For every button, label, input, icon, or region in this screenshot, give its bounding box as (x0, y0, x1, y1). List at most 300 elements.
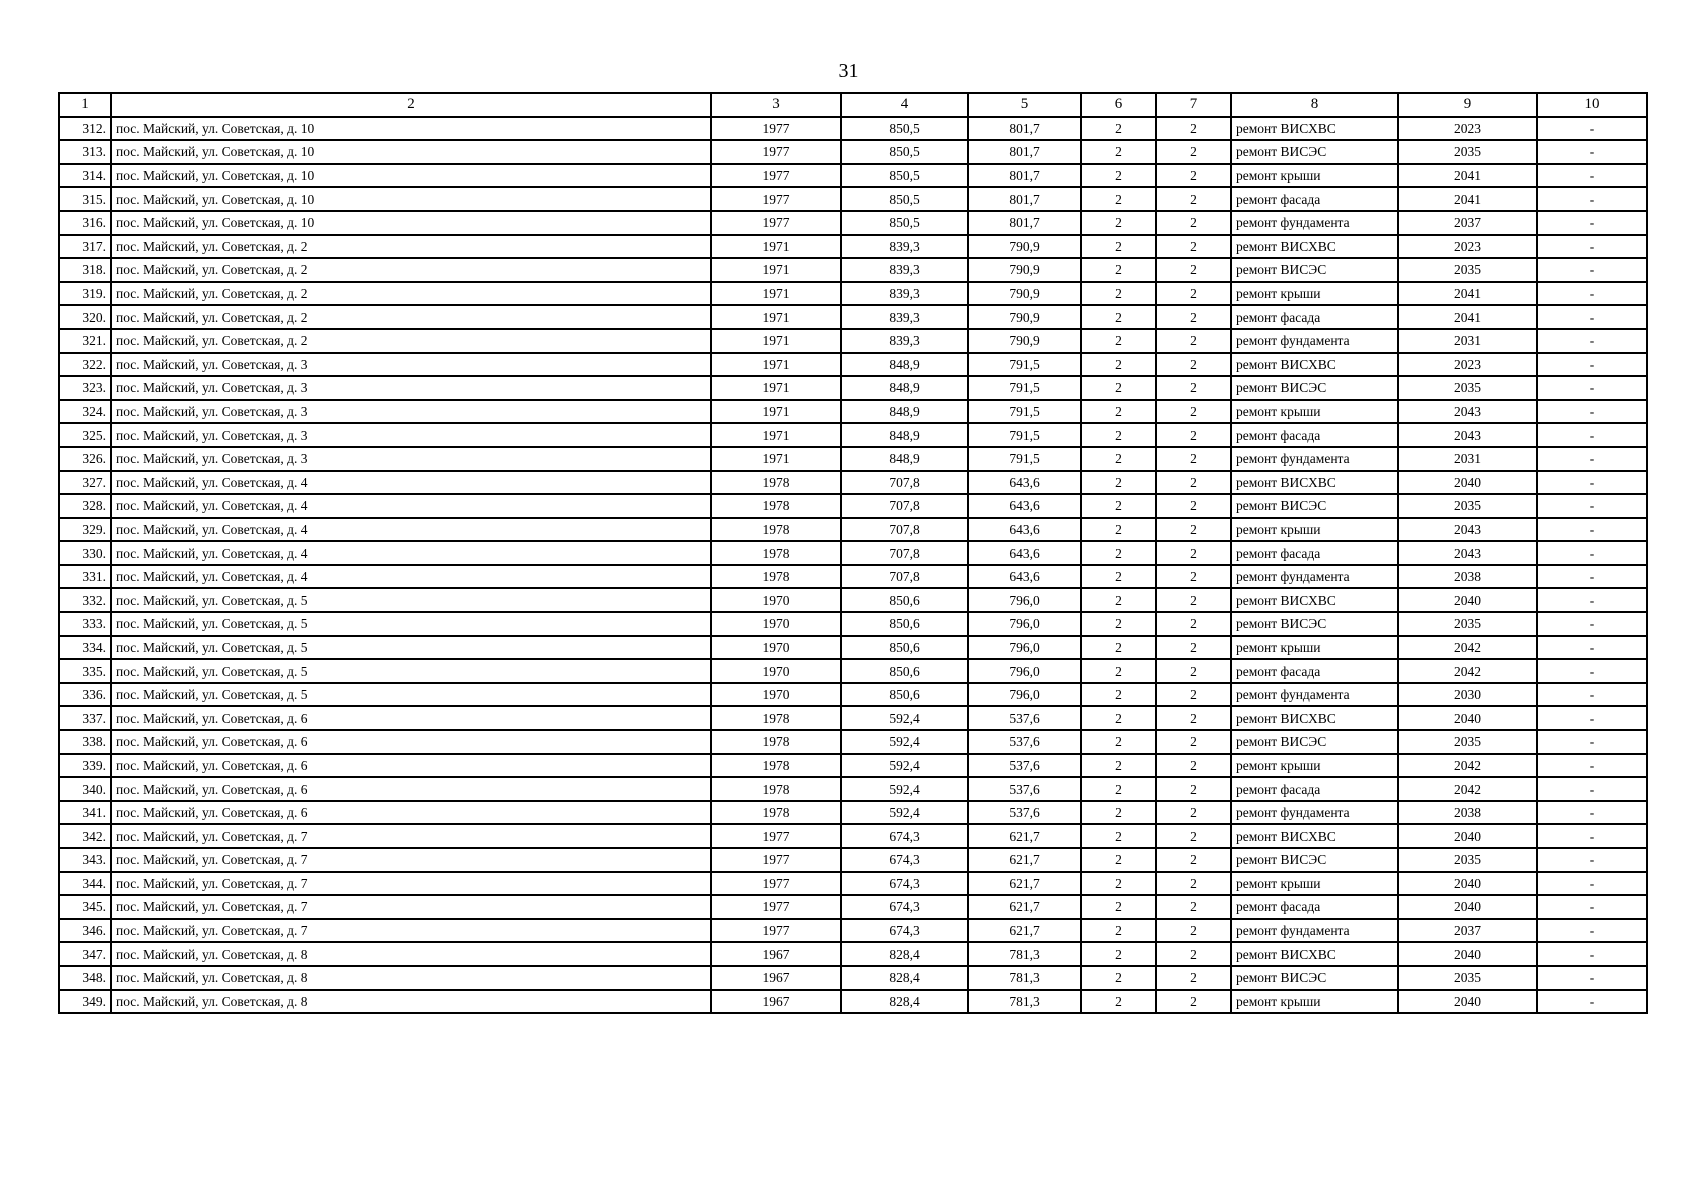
address-cell: пос. Майский, ул. Советская, д. 6 (111, 730, 711, 754)
living-area-cell: 796,0 (968, 636, 1081, 660)
address-cell: пос. Майский, ул. Советская, д. 3 (111, 353, 711, 377)
work-type-cell: ремонт ВИСХВС (1231, 588, 1398, 612)
build-year-cell: 1978 (711, 706, 841, 730)
row-number-cell: 349. (59, 990, 111, 1014)
planned-year-cell: 2042 (1398, 777, 1537, 801)
total-area-cell: 592,4 (841, 777, 968, 801)
entrances-cell: 2 (1156, 824, 1231, 848)
living-area-cell: 643,6 (968, 471, 1081, 495)
work-type-cell: ремонт ВИСЭС (1231, 376, 1398, 400)
entrances-cell: 2 (1156, 305, 1231, 329)
table-row (59, 140, 1647, 164)
living-area-cell: 537,6 (968, 730, 1081, 754)
address-cell: пос. Майский, ул. Советская, д. 2 (111, 235, 711, 259)
build-year-cell: 1977 (711, 164, 841, 188)
work-type-cell: ремонт крыши (1231, 282, 1398, 306)
note-cell: - (1537, 919, 1647, 943)
column-header: 6 (1081, 93, 1156, 117)
living-area-cell: 643,6 (968, 494, 1081, 518)
entrances-cell: 2 (1156, 329, 1231, 353)
address-cell: пос. Майский, ул. Советская, д. 7 (111, 848, 711, 872)
row-number-cell: 335. (59, 659, 111, 683)
planned-year-cell: 2042 (1398, 659, 1537, 683)
total-area-cell: 592,4 (841, 730, 968, 754)
note-cell: - (1537, 683, 1647, 707)
address-cell: пос. Майский, ул. Советская, д. 7 (111, 919, 711, 943)
work-type-cell: ремонт фундамента (1231, 801, 1398, 825)
total-area-cell: 674,3 (841, 872, 968, 896)
address-cell: пос. Майский, ул. Советская, д. 4 (111, 494, 711, 518)
build-year-cell: 1978 (711, 565, 841, 589)
address-cell: пос. Майский, ул. Советская, д. 5 (111, 612, 711, 636)
total-area-cell: 850,5 (841, 211, 968, 235)
build-year-cell: 1977 (711, 140, 841, 164)
total-area-cell: 828,4 (841, 990, 968, 1014)
build-year-cell: 1971 (711, 353, 841, 377)
table-row (59, 895, 1647, 919)
living-area-cell: 796,0 (968, 683, 1081, 707)
row-number-cell: 319. (59, 282, 111, 306)
table-row (59, 187, 1647, 211)
planned-year-cell: 2043 (1398, 400, 1537, 424)
floors-cell: 2 (1081, 258, 1156, 282)
note-cell: - (1537, 164, 1647, 188)
build-year-cell: 1967 (711, 942, 841, 966)
note-cell: - (1537, 636, 1647, 660)
table-row (59, 258, 1647, 282)
note-cell: - (1537, 872, 1647, 896)
entrances-cell: 2 (1156, 588, 1231, 612)
address-cell: пос. Майский, ул. Советская, д. 6 (111, 706, 711, 730)
address-cell: пос. Майский, ул. Советская, д. 5 (111, 588, 711, 612)
row-number-cell: 333. (59, 612, 111, 636)
build-year-cell: 1971 (711, 423, 841, 447)
planned-year-cell: 2035 (1398, 258, 1537, 282)
floors-cell: 2 (1081, 966, 1156, 990)
row-number-cell: 342. (59, 824, 111, 848)
planned-year-cell: 2023 (1398, 235, 1537, 259)
note-cell: - (1537, 258, 1647, 282)
total-area-cell: 848,9 (841, 423, 968, 447)
total-area-cell: 674,3 (841, 824, 968, 848)
row-number-cell: 316. (59, 211, 111, 235)
work-type-cell: ремонт фасада (1231, 305, 1398, 329)
floors-cell: 2 (1081, 471, 1156, 495)
floors-cell: 2 (1081, 754, 1156, 778)
living-area-cell: 621,7 (968, 919, 1081, 943)
entrances-cell: 2 (1156, 541, 1231, 565)
table-row (59, 329, 1647, 353)
floors-cell: 2 (1081, 211, 1156, 235)
living-area-cell: 801,7 (968, 211, 1081, 235)
row-number-cell: 312. (59, 117, 111, 141)
living-area-cell: 621,7 (968, 872, 1081, 896)
floors-cell: 2 (1081, 824, 1156, 848)
floors-cell: 2 (1081, 895, 1156, 919)
floors-cell: 2 (1081, 329, 1156, 353)
column-header: 1 (59, 93, 111, 117)
row-number-cell: 339. (59, 754, 111, 778)
address-cell: пос. Майский, ул. Советская, д. 4 (111, 518, 711, 542)
work-type-cell: ремонт ВИСХВС (1231, 706, 1398, 730)
table-row (59, 730, 1647, 754)
planned-year-cell: 2023 (1398, 353, 1537, 377)
total-area-cell: 828,4 (841, 942, 968, 966)
planned-year-cell: 2035 (1398, 376, 1537, 400)
build-year-cell: 1971 (711, 447, 841, 471)
build-year-cell: 1967 (711, 990, 841, 1014)
entrances-cell: 2 (1156, 942, 1231, 966)
address-cell: пос. Майский, ул. Советская, д. 3 (111, 423, 711, 447)
living-area-cell: 791,5 (968, 353, 1081, 377)
note-cell: - (1537, 541, 1647, 565)
living-area-cell: 790,9 (968, 305, 1081, 329)
planned-year-cell: 2042 (1398, 754, 1537, 778)
address-cell: пос. Майский, ул. Советская, д. 2 (111, 258, 711, 282)
address-cell: пос. Майский, ул. Советская, д. 6 (111, 801, 711, 825)
table-row (59, 659, 1647, 683)
entrances-cell: 2 (1156, 872, 1231, 896)
table-row (59, 636, 1647, 660)
row-number-cell: 341. (59, 801, 111, 825)
page-number: 31 (838, 60, 859, 82)
living-area-cell: 791,5 (968, 400, 1081, 424)
planned-year-cell: 2023 (1398, 117, 1537, 141)
planned-year-cell: 2041 (1398, 164, 1537, 188)
build-year-cell: 1978 (711, 754, 841, 778)
entrances-cell: 2 (1156, 353, 1231, 377)
build-year-cell: 1978 (711, 801, 841, 825)
note-cell: - (1537, 400, 1647, 424)
living-area-cell: 801,7 (968, 164, 1081, 188)
entrances-cell: 2 (1156, 801, 1231, 825)
row-number-cell: 328. (59, 494, 111, 518)
living-area-cell: 781,3 (968, 966, 1081, 990)
entrances-cell: 2 (1156, 117, 1231, 141)
entrances-cell: 2 (1156, 706, 1231, 730)
note-cell: - (1537, 777, 1647, 801)
planned-year-cell: 2037 (1398, 919, 1537, 943)
row-number-cell: 344. (59, 872, 111, 896)
work-type-cell: ремонт фасада (1231, 541, 1398, 565)
build-year-cell: 1978 (711, 730, 841, 754)
floors-cell: 2 (1081, 777, 1156, 801)
floors-cell: 2 (1081, 518, 1156, 542)
column-header: 3 (711, 93, 841, 117)
planned-year-cell: 2035 (1398, 848, 1537, 872)
work-type-cell: ремонт ВИСЭС (1231, 848, 1398, 872)
entrances-cell: 2 (1156, 636, 1231, 660)
living-area-cell: 790,9 (968, 235, 1081, 259)
total-area-cell: 707,8 (841, 565, 968, 589)
build-year-cell: 1977 (711, 187, 841, 211)
entrances-cell: 2 (1156, 730, 1231, 754)
build-year-cell: 1971 (711, 258, 841, 282)
entrances-cell: 2 (1156, 423, 1231, 447)
address-cell: пос. Майский, ул. Советская, д. 2 (111, 329, 711, 353)
table-row (59, 117, 1647, 141)
table-row (59, 777, 1647, 801)
address-cell: пос. Майский, ул. Советская, д. 7 (111, 895, 711, 919)
work-type-cell: ремонт фундамента (1231, 683, 1398, 707)
living-area-cell: 801,7 (968, 187, 1081, 211)
total-area-cell: 707,8 (841, 494, 968, 518)
work-type-cell: ремонт ВИСЭС (1231, 140, 1398, 164)
note-cell: - (1537, 612, 1647, 636)
column-header: 10 (1537, 93, 1647, 117)
table-row (59, 612, 1647, 636)
total-area-cell: 592,4 (841, 754, 968, 778)
floors-cell: 2 (1081, 376, 1156, 400)
planned-year-cell: 2040 (1398, 895, 1537, 919)
work-type-cell: ремонт ВИСХВС (1231, 471, 1398, 495)
row-number-cell: 324. (59, 400, 111, 424)
floors-cell: 2 (1081, 140, 1156, 164)
build-year-cell: 1970 (711, 636, 841, 660)
row-number-cell: 327. (59, 471, 111, 495)
living-area-cell: 643,6 (968, 518, 1081, 542)
entrances-cell: 2 (1156, 258, 1231, 282)
living-area-cell: 537,6 (968, 706, 1081, 730)
entrances-cell: 2 (1156, 919, 1231, 943)
total-area-cell: 848,9 (841, 376, 968, 400)
address-cell: пос. Майский, ул. Советская, д. 4 (111, 541, 711, 565)
table-row (59, 282, 1647, 306)
table-row (59, 990, 1647, 1014)
floors-cell: 2 (1081, 235, 1156, 259)
note-cell: - (1537, 471, 1647, 495)
floors-cell: 2 (1081, 117, 1156, 141)
entrances-cell: 2 (1156, 754, 1231, 778)
table-row (59, 400, 1647, 424)
table-row (59, 494, 1647, 518)
living-area-cell: 796,0 (968, 612, 1081, 636)
entrances-cell: 2 (1156, 282, 1231, 306)
planned-year-cell: 2041 (1398, 282, 1537, 306)
planned-year-cell: 2031 (1398, 447, 1537, 471)
row-number-cell: 313. (59, 140, 111, 164)
floors-cell: 2 (1081, 612, 1156, 636)
total-area-cell: 839,3 (841, 235, 968, 259)
column-header: 8 (1231, 93, 1398, 117)
build-year-cell: 1978 (711, 471, 841, 495)
note-cell: - (1537, 801, 1647, 825)
table-row (59, 801, 1647, 825)
living-area-cell: 790,9 (968, 258, 1081, 282)
living-area-cell: 801,7 (968, 117, 1081, 141)
living-area-cell: 537,6 (968, 801, 1081, 825)
address-cell: пос. Майский, ул. Советская, д. 2 (111, 305, 711, 329)
work-type-cell: ремонт ВИСХВС (1231, 353, 1398, 377)
address-cell: пос. Майский, ул. Советская, д. 7 (111, 824, 711, 848)
work-type-cell: ремонт фасада (1231, 895, 1398, 919)
entrances-cell: 2 (1156, 612, 1231, 636)
build-year-cell: 1978 (711, 541, 841, 565)
work-type-cell: ремонт ВИСХВС (1231, 824, 1398, 848)
build-year-cell: 1971 (711, 235, 841, 259)
work-type-cell: ремонт фасада (1231, 659, 1398, 683)
table-row (59, 164, 1647, 188)
entrances-cell: 2 (1156, 659, 1231, 683)
floors-cell: 2 (1081, 541, 1156, 565)
address-cell: пос. Майский, ул. Советская, д. 3 (111, 447, 711, 471)
entrances-cell: 2 (1156, 447, 1231, 471)
row-number-cell: 320. (59, 305, 111, 329)
total-area-cell: 850,5 (841, 187, 968, 211)
note-cell: - (1537, 353, 1647, 377)
column-header: 2 (111, 93, 711, 117)
total-area-cell: 850,6 (841, 683, 968, 707)
entrances-cell: 2 (1156, 376, 1231, 400)
work-type-cell: ремонт ВИСХВС (1231, 235, 1398, 259)
planned-year-cell: 2035 (1398, 612, 1537, 636)
build-year-cell: 1970 (711, 588, 841, 612)
address-cell: пос. Майский, ул. Советская, д. 8 (111, 966, 711, 990)
living-area-cell: 781,3 (968, 942, 1081, 966)
planned-year-cell: 2040 (1398, 824, 1537, 848)
build-year-cell: 1970 (711, 612, 841, 636)
work-type-cell: ремонт ВИСЭС (1231, 494, 1398, 518)
floors-cell: 2 (1081, 659, 1156, 683)
note-cell: - (1537, 730, 1647, 754)
floors-cell: 2 (1081, 942, 1156, 966)
living-area-cell: 796,0 (968, 588, 1081, 612)
note-cell: - (1537, 518, 1647, 542)
note-cell: - (1537, 659, 1647, 683)
table-row (59, 447, 1647, 471)
planned-year-cell: 2040 (1398, 588, 1537, 612)
address-cell: пос. Майский, ул. Советская, д. 2 (111, 282, 711, 306)
work-type-cell: ремонт крыши (1231, 400, 1398, 424)
total-area-cell: 850,5 (841, 140, 968, 164)
planned-year-cell: 2030 (1398, 683, 1537, 707)
total-area-cell: 848,9 (841, 447, 968, 471)
entrances-cell: 2 (1156, 400, 1231, 424)
total-area-cell: 850,5 (841, 164, 968, 188)
note-cell: - (1537, 754, 1647, 778)
note-cell: - (1537, 494, 1647, 518)
build-year-cell: 1978 (711, 518, 841, 542)
planned-year-cell: 2040 (1398, 942, 1537, 966)
total-area-cell: 839,3 (841, 282, 968, 306)
row-number-cell: 345. (59, 895, 111, 919)
floors-cell: 2 (1081, 423, 1156, 447)
address-cell: пос. Майский, ул. Советская, д. 3 (111, 376, 711, 400)
planned-year-cell: 2035 (1398, 966, 1537, 990)
work-type-cell: ремонт ВИСЭС (1231, 612, 1398, 636)
build-year-cell: 1971 (711, 282, 841, 306)
row-number-cell: 347. (59, 942, 111, 966)
total-area-cell: 848,9 (841, 400, 968, 424)
build-year-cell: 1977 (711, 895, 841, 919)
row-number-cell: 323. (59, 376, 111, 400)
work-type-cell: ремонт ВИСХВС (1231, 942, 1398, 966)
total-area-cell: 839,3 (841, 305, 968, 329)
floors-cell: 2 (1081, 400, 1156, 424)
planned-year-cell: 2041 (1398, 187, 1537, 211)
address-cell: пос. Майский, ул. Советская, д. 10 (111, 164, 711, 188)
planned-year-cell: 2043 (1398, 518, 1537, 542)
note-cell: - (1537, 824, 1647, 848)
work-type-cell: ремонт фундамента (1231, 211, 1398, 235)
entrances-cell: 2 (1156, 990, 1231, 1014)
living-area-cell: 621,7 (968, 824, 1081, 848)
floors-cell: 2 (1081, 872, 1156, 896)
entrances-cell: 2 (1156, 140, 1231, 164)
floors-cell: 2 (1081, 919, 1156, 943)
planned-year-cell: 2040 (1398, 706, 1537, 730)
planned-year-cell: 2040 (1398, 990, 1537, 1014)
table-row (59, 518, 1647, 542)
build-year-cell: 1977 (711, 117, 841, 141)
planned-year-cell: 2035 (1398, 140, 1537, 164)
work-type-cell: ремонт крыши (1231, 754, 1398, 778)
living-area-cell: 790,9 (968, 282, 1081, 306)
row-number-cell: 318. (59, 258, 111, 282)
row-number-cell: 330. (59, 541, 111, 565)
living-area-cell: 781,3 (968, 990, 1081, 1014)
work-type-cell: ремонт крыши (1231, 872, 1398, 896)
table-row (59, 565, 1647, 589)
living-area-cell: 621,7 (968, 895, 1081, 919)
note-cell: - (1537, 305, 1647, 329)
work-type-cell: ремонт фасада (1231, 423, 1398, 447)
build-year-cell: 1971 (711, 376, 841, 400)
total-area-cell: 839,3 (841, 258, 968, 282)
entrances-cell: 2 (1156, 211, 1231, 235)
column-number-row (59, 93, 1647, 117)
build-year-cell: 1977 (711, 848, 841, 872)
work-type-cell: ремонт крыши (1231, 636, 1398, 660)
table-row (59, 848, 1647, 872)
floors-cell: 2 (1081, 164, 1156, 188)
row-number-cell: 325. (59, 423, 111, 447)
living-area-cell: 643,6 (968, 541, 1081, 565)
table-row (59, 754, 1647, 778)
floors-cell: 2 (1081, 282, 1156, 306)
address-cell: пос. Майский, ул. Советская, д. 10 (111, 187, 711, 211)
row-number-cell: 329. (59, 518, 111, 542)
row-number-cell: 317. (59, 235, 111, 259)
row-number-cell: 314. (59, 164, 111, 188)
planned-year-cell: 2040 (1398, 471, 1537, 495)
entrances-cell: 2 (1156, 895, 1231, 919)
entrances-cell: 2 (1156, 494, 1231, 518)
housing-repair-table (58, 92, 1648, 1014)
work-type-cell: ремонт ВИСЭС (1231, 258, 1398, 282)
total-area-cell: 707,8 (841, 471, 968, 495)
planned-year-cell: 2043 (1398, 423, 1537, 447)
table-row (59, 706, 1647, 730)
row-number-cell: 348. (59, 966, 111, 990)
planned-year-cell: 2035 (1398, 730, 1537, 754)
note-cell: - (1537, 187, 1647, 211)
living-area-cell: 791,5 (968, 376, 1081, 400)
living-area-cell: 537,6 (968, 777, 1081, 801)
row-number-cell: 346. (59, 919, 111, 943)
build-year-cell: 1977 (711, 824, 841, 848)
planned-year-cell: 2042 (1398, 636, 1537, 660)
floors-cell: 2 (1081, 305, 1156, 329)
table-row (59, 235, 1647, 259)
row-number-cell: 321. (59, 329, 111, 353)
table-row (59, 872, 1647, 896)
table-row (59, 423, 1647, 447)
note-cell: - (1537, 565, 1647, 589)
note-cell: - (1537, 140, 1647, 164)
note-cell: - (1537, 211, 1647, 235)
table-row (59, 966, 1647, 990)
